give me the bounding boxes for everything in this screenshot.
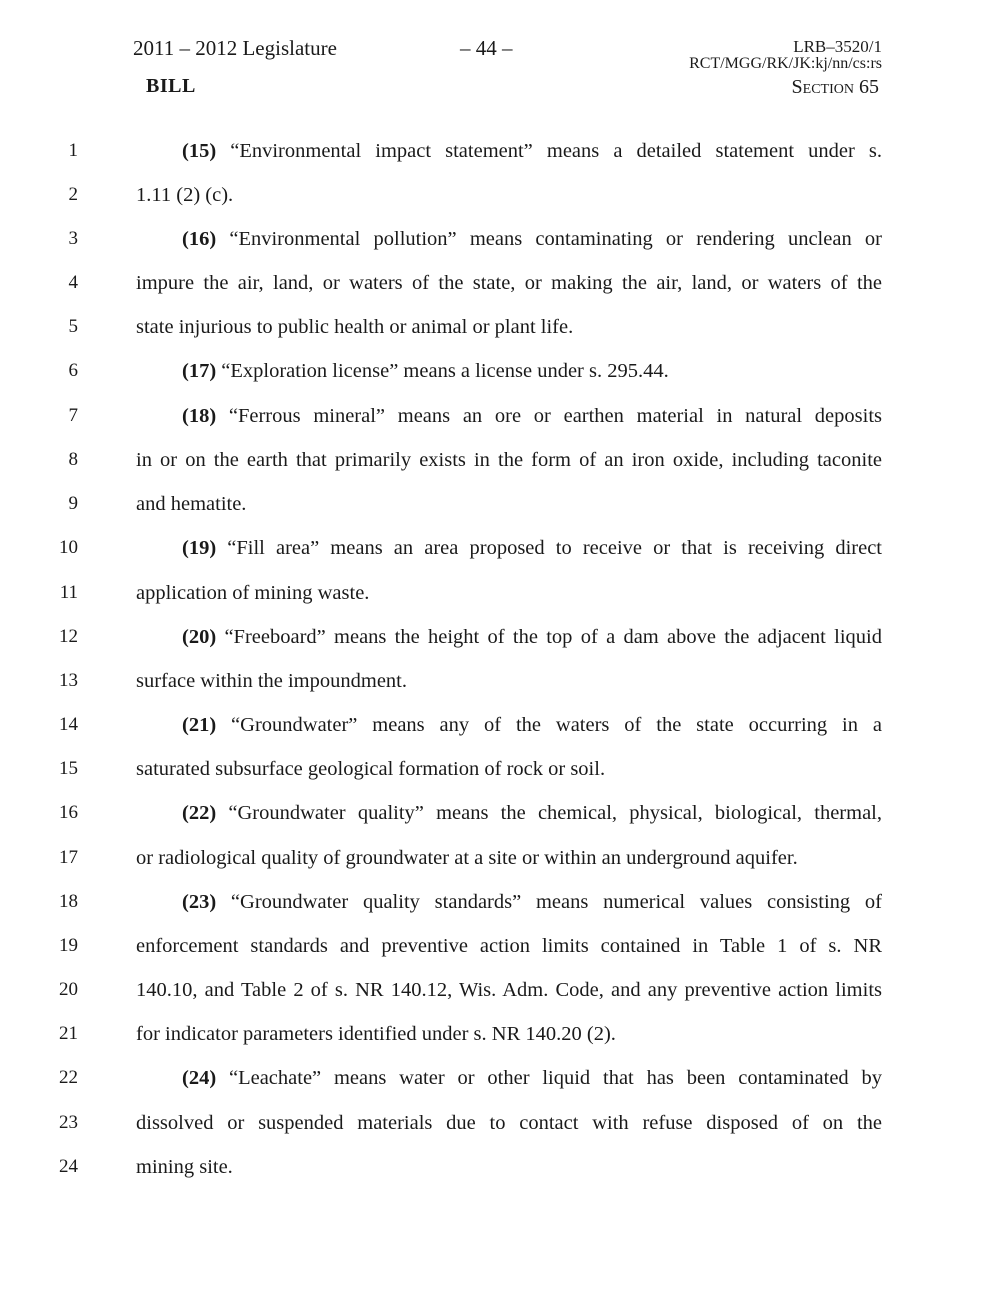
line-text: mining site. (136, 1156, 233, 1178)
bill-line (48, 224, 882, 254)
bill-line (48, 1108, 882, 1138)
line-number: 23 (59, 1112, 78, 1133)
bill-line (48, 1019, 882, 1049)
bill-line (48, 445, 882, 475)
line-text: saturated subsurface geological formation of rock or soil. (136, 758, 606, 780)
section-label: Section 65 (791, 76, 879, 98)
line-number: 8 (68, 449, 78, 470)
line-number: 19 (59, 935, 78, 956)
subsection-number: (18) (182, 405, 217, 427)
bill-line (48, 887, 882, 917)
document-type: BILL (146, 75, 196, 97)
bill-line (48, 268, 882, 298)
bill-line (48, 312, 882, 342)
line-text: (16) “Environmental pollution” means contaminating or rendering unclean or (182, 228, 882, 250)
line-number: 14 (59, 714, 78, 735)
subsection-number: (24) (182, 1067, 217, 1089)
line-number: 10 (59, 537, 78, 558)
line-number: 18 (59, 891, 78, 912)
header-legislature: 2011 – 2012 Legislature (133, 36, 337, 60)
bill-line (48, 1063, 882, 1093)
line-number: 22 (59, 1067, 78, 1088)
subsection-number: (16) (182, 228, 217, 250)
line-text: (24) “Leachate” means water or other liquid that has been contaminated by (182, 1067, 882, 1089)
subsection-number: (19) (182, 537, 217, 559)
line-text: 140.10, and Table 2 of s. NR 140.12, Wis. Adm. Code, and any preventive action limits (136, 979, 882, 1001)
line-number: 6 (68, 360, 78, 381)
lrb-number: LRB–3520/1 (793, 37, 882, 56)
line-number: 2 (68, 184, 78, 205)
bill-line (48, 622, 882, 652)
line-text: (19) “Fill area” means an area proposed to receive or that is receiving direct (182, 537, 882, 559)
line-text: state injurious to public health or animal or plant life. (136, 316, 574, 338)
subsection-number: (22) (182, 802, 217, 824)
bill-line (48, 975, 882, 1005)
line-number: 3 (68, 228, 78, 249)
line-text: in or on the earth that primarily exists in the form of an iron oxide, including taconite (136, 449, 882, 471)
bill-line (48, 843, 882, 873)
line-number: 4 (68, 272, 78, 293)
subsection-number: (21) (182, 714, 217, 736)
line-text: impure the air, land, or waters of the state, or making the air, land, or waters of the (136, 272, 882, 294)
line-number: 20 (59, 979, 78, 1000)
line-number: 12 (59, 626, 78, 647)
line-text: surface within the impoundment. (136, 670, 407, 692)
line-text: enforcement standards and preventive action limits contained in Table 1 of s. NR (136, 935, 882, 957)
line-number: 5 (68, 316, 78, 337)
subsection-number: (23) (182, 891, 217, 913)
bill-line (48, 666, 882, 696)
line-text: (18) “Ferrous mineral” means an ore or earthen material in natural deposits (182, 405, 882, 427)
line-number: 9 (68, 493, 78, 514)
line-number: 1 (68, 140, 78, 161)
line-number: 15 (59, 758, 78, 779)
line-number: 17 (59, 847, 78, 868)
bill-line (48, 754, 882, 784)
line-text: (20) “Freeboard” means the height of the top of a dam above the adjacent liquid (182, 626, 882, 648)
line-text: or radiological quality of groundwater at a site or within an underground aquifer. (136, 847, 798, 869)
bill-line (48, 356, 882, 386)
bill-line (48, 533, 882, 563)
subsection-number: (15) (182, 140, 217, 162)
bill-line (48, 578, 882, 608)
subsection-number: (17) (182, 360, 217, 382)
line-text: (15) “Environmental impact statement” means a detailed statement under s. (182, 140, 882, 162)
line-text: (21) “Groundwater” means any of the waters of the state occurring in a (182, 714, 882, 736)
line-text: 1.11 (2) (c). (136, 184, 234, 206)
bill-line (48, 489, 882, 519)
bill-line (48, 136, 882, 166)
line-number: 13 (59, 670, 78, 691)
line-text: dissolved or suspended materials due to contact with refuse disposed of on the (136, 1112, 882, 1134)
bill-line (48, 931, 882, 961)
page-number: – 44 – (460, 36, 513, 60)
line-number: 24 (59, 1156, 78, 1177)
line-text: and hematite. (136, 493, 247, 515)
bill-line (48, 798, 882, 828)
line-text: for indicator parameters identified under s. NR 140.20 (2). (136, 1023, 616, 1045)
line-number: 11 (59, 582, 78, 603)
line-text: (17) “Exploration license” means a license under s. 295.44. (182, 360, 669, 382)
line-text: (23) “Groundwater quality standards” means numerical values consisting of (182, 891, 882, 913)
bill-line (48, 401, 882, 431)
subsection-number: (20) (182, 626, 217, 648)
bill-line (48, 180, 882, 210)
line-text: application of mining waste. (136, 582, 370, 604)
line-text: (22) “Groundwater quality” means the chemical, physical, biological, thermal, (182, 802, 882, 824)
line-number: 16 (59, 802, 78, 823)
line-number: 21 (59, 1023, 78, 1044)
bill-line (48, 1152, 882, 1182)
drafter-initials: RCT/MGG/RK/JK:kj/nn/cs:rs (689, 55, 882, 72)
line-number: 7 (68, 405, 78, 426)
bill-line (48, 710, 882, 740)
